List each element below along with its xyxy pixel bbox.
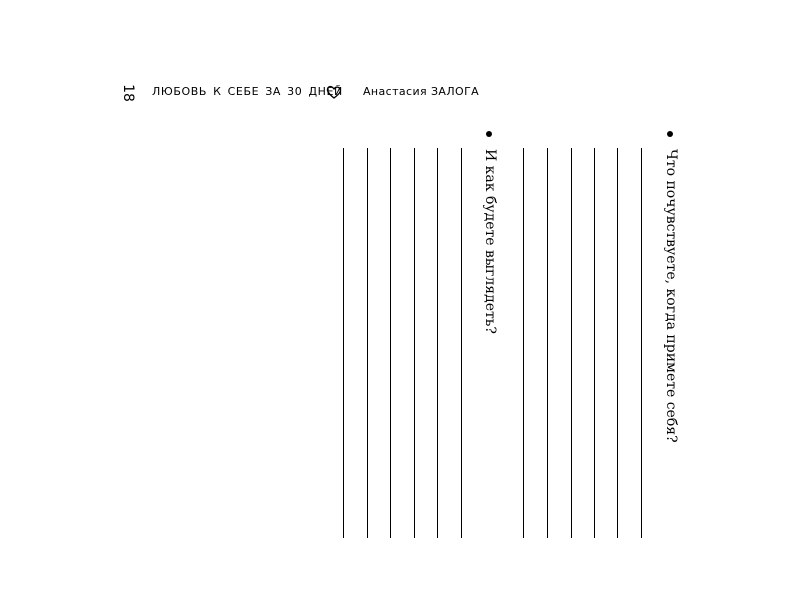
answer-line[interactable] [414,148,415,538]
question-bullet [667,131,673,137]
question-bullet [486,131,492,137]
answer-line[interactable] [343,148,344,538]
book-title: ЛЮБОВЬ К СЕБЕ ЗА 30 ДНЕЙ [152,85,343,98]
answer-line[interactable] [437,148,438,538]
answer-line[interactable] [641,148,642,538]
author-name: Анастасия ЗАЛОГА [363,85,480,98]
heart-outline-icon [326,84,342,100]
running-head [116,84,480,104]
question-2: И как будете выглядеть? [482,149,498,334]
answer-line[interactable] [367,148,368,538]
answer-line[interactable] [461,148,462,538]
page-number: 18 [119,84,136,102]
answer-line[interactable] [523,148,524,538]
answer-line[interactable] [594,148,595,538]
question-1: Что почувствуете, когда примете себя? [663,149,679,443]
answer-line[interactable] [617,148,618,538]
answer-line[interactable] [390,148,391,538]
answer-line[interactable] [547,148,548,538]
answer-line[interactable] [571,148,572,538]
